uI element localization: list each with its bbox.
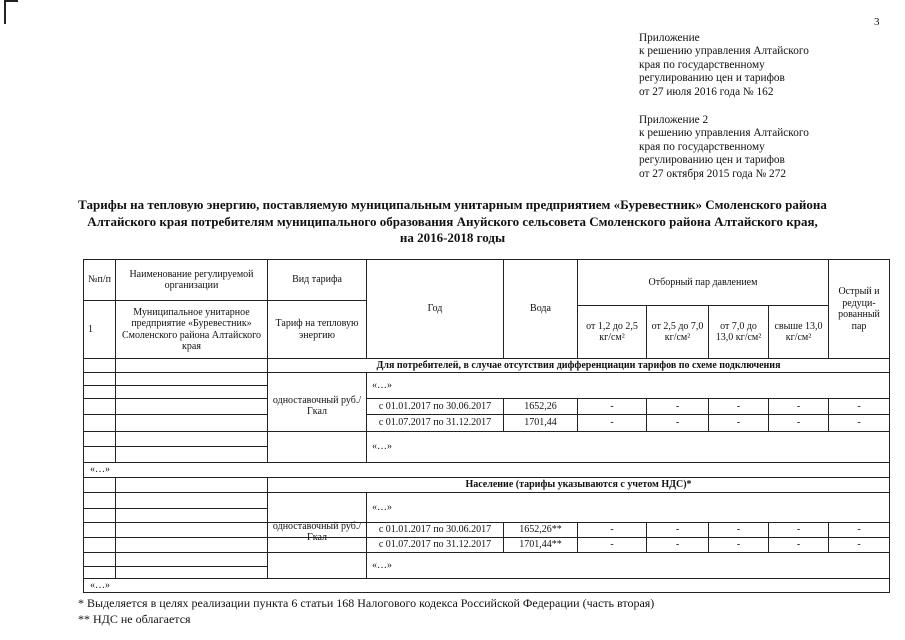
dash-cell: -	[675, 539, 680, 551]
title-line: Тарифы на тепловую энергию, поставляемую муниципальным унитарным предприятием «Буревестник» Смоленского района	[78, 197, 827, 212]
title-line: на 2016-2018 годы	[399, 230, 506, 245]
appendix-1-line: от 27 июля 2016 года № 162	[639, 85, 774, 98]
dash-cell: -	[736, 417, 741, 429]
page-number: 3	[874, 16, 880, 28]
appendix-1-line: регулированию цен и тарифов	[639, 72, 785, 85]
appendix-1-line: края по государственному	[639, 58, 765, 71]
section-2-ellipsis-top: «…»	[372, 501, 392, 513]
section-1-ellipsis-top: «…»	[372, 379, 392, 391]
footnote-no-vat: ** НДС не облагается	[78, 612, 191, 626]
appendix-2-line: края по государственному	[639, 140, 765, 153]
section-2-period: с 01.07.2017 по 31.12.2017	[378, 539, 492, 551]
header-steam-1: от 1,2 до 2,5 кг/см²	[586, 320, 638, 343]
organization-name: Муниципальное унитарное предприятие «Буревестник» Смоленского района Алтайского края	[121, 306, 261, 352]
tariff-type: Тариф на тепловую энергию	[275, 318, 359, 341]
header-year: Год	[427, 303, 443, 315]
dash-cell: -	[736, 400, 741, 412]
appendix-2-line: к решению управления Алтайского	[639, 127, 809, 140]
dash-cell: -	[736, 524, 741, 536]
section-1-water-value: 1701,44	[524, 417, 557, 429]
header-sharp-steam: Острый и редуци-рованный пар	[838, 286, 880, 332]
dash-cell: -	[610, 524, 614, 536]
dash-cell: -	[796, 539, 801, 551]
section-1-heading: Для потребителей, в случае отсутствия дифференциации тарифов по схеме подключения	[376, 359, 781, 371]
dash-cell: -	[675, 524, 680, 536]
appendix-2-line: регулированию цен и тарифов	[639, 154, 785, 167]
section-1-period: с 01.01.2017 по 30.06.2017	[378, 400, 492, 412]
dash-cell: -	[857, 539, 861, 551]
dash-cell: -	[857, 417, 861, 429]
dash-cell: -	[610, 400, 614, 412]
section-1-ellipsis-bottom: «…»	[372, 441, 392, 453]
dash-cell: -	[736, 539, 741, 551]
dash-cell: -	[610, 539, 614, 551]
dash-cell: -	[857, 400, 861, 412]
row-number: 1	[88, 323, 93, 335]
header-water: Вода	[530, 303, 551, 315]
header-steam-3: от 7,0 до 13,0 кг/см²	[715, 320, 762, 343]
header-steam-4: свыше 13,0 кг/см²	[774, 320, 823, 343]
section-2-period: с 01.01.2017 по 30.06.2017	[378, 524, 492, 536]
dash-cell: -	[675, 417, 680, 429]
section-2-ellipsis-bottom: «…»	[372, 559, 392, 571]
footnote-vat: * Выделяется в целях реализации пункта 6 статьи 168 Налогового кодекса Российской Федерации (часть вторая)	[78, 596, 655, 610]
section-1-period: с 01.07.2017 по 31.12.2017	[378, 417, 492, 429]
dash-cell: -	[857, 524, 861, 536]
section-1-ellipsis-end: «…»	[90, 464, 110, 476]
dash-cell: -	[796, 417, 801, 429]
appendix-1-line: Приложение	[639, 32, 700, 44]
section-2-ellipsis-end: «…»	[90, 579, 110, 591]
dash-cell: -	[796, 524, 801, 536]
section-2-water-value: 1652,26**	[519, 524, 562, 536]
appendix-1-line: к решению управления Алтайского	[639, 45, 809, 58]
dash-cell: -	[610, 417, 614, 429]
appendix-2-line: от 27 октября 2015 года № 272	[639, 167, 786, 180]
header-tariff-type: Вид тарифа	[292, 274, 342, 286]
appendix-2-line: Приложение 2	[639, 114, 709, 126]
dash-cell: -	[675, 400, 680, 412]
header-num: №п/п	[87, 274, 112, 286]
title-line: Алтайского края потребителям муниципального образования Ануйского сельсовета Смоленского района Алтайского края,	[87, 213, 818, 229]
header-organization: Наименование регулируемой организации	[129, 268, 254, 291]
section-1-water-value: 1652,26	[524, 400, 557, 412]
header-steam-2: от 2,5 до 7,0 кг/см²	[651, 320, 704, 343]
section-1-tariff: одноставочный руб./Гкал	[272, 394, 362, 417]
section-2-tariff: одноставочный руб./Гкал	[272, 520, 362, 543]
dash-cell: -	[796, 400, 801, 412]
header-steam: Отборный пар давлением	[648, 276, 758, 288]
section-2-water-value: 1701,44**	[519, 539, 562, 551]
section-2-heading: Население (тарифы указываются с учетом НДС)*	[465, 479, 692, 491]
